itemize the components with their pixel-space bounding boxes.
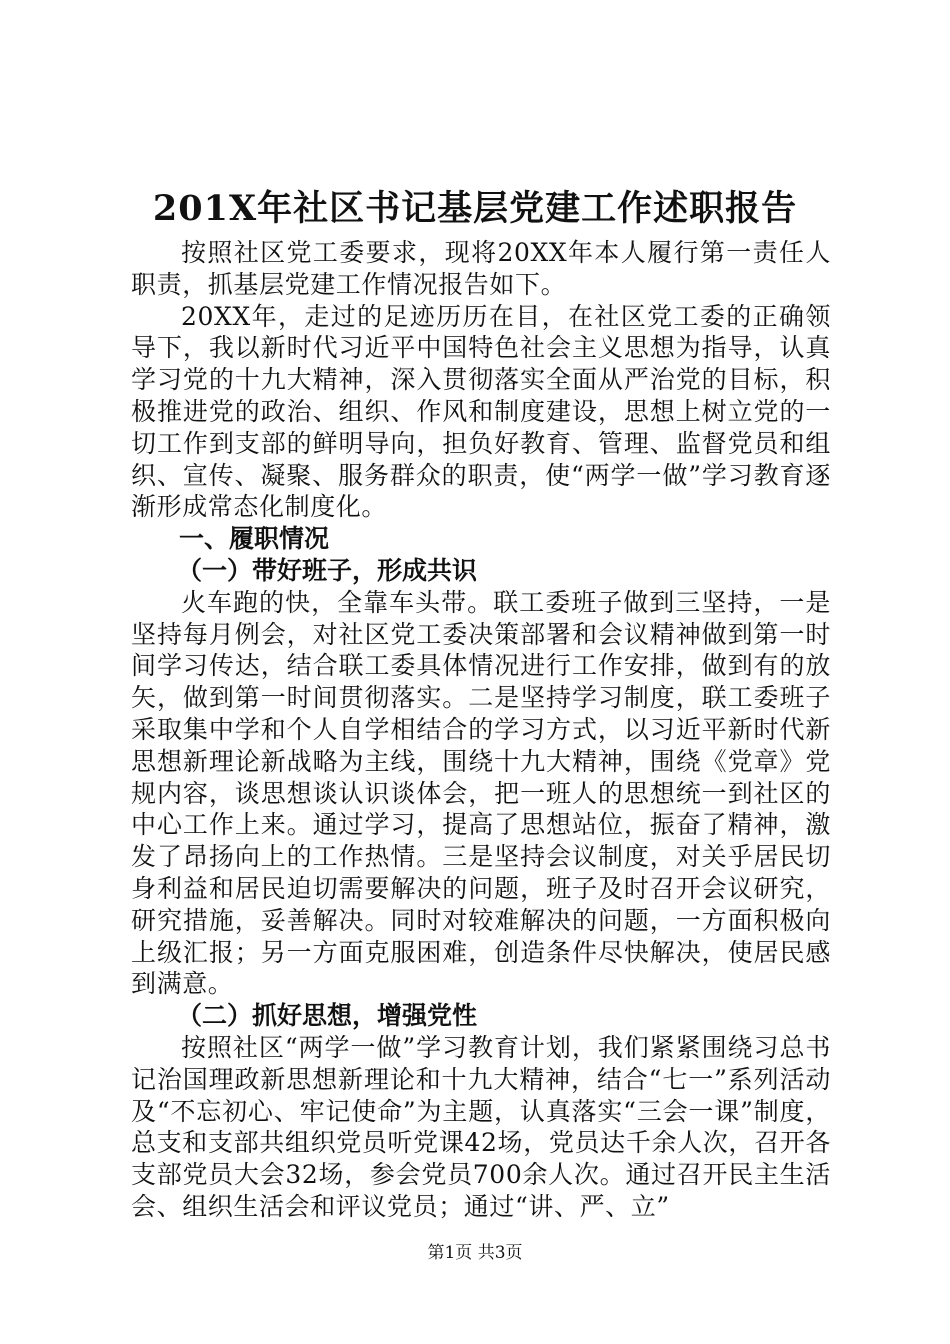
document-body [131,237,831,1223]
overview-paragraph: 20XX年，走过的足迹历历在目，在社区党工委的正确领导下，我以新时代习近平中国特色社会主义思想为指导，认真学习党的十九大精神，深入贯彻落实全面从严治党的目标，积极推进党的政治、组织、作风和制度建设，思想上树立党的一切工作到支部的鲜明导向，担负好教育、管理、监督党员和组织、宣传、凝聚、服务群众的职责，使“两学一做”学习教育逐渐形成常态化制度化。 [131,301,831,522]
subsection-heading-thought: （二）抓好思想，增强党性 [177,1001,478,1031]
intro-paragraph: 按照社区党工委要求，现将20XX年本人履行第一责任人职责，抓基层党建工作情况报告如下。 [131,238,831,299]
page-number: 第1页 共3页 [427,1243,523,1263]
subsection-heading-team: （一）带好班子，形成共识 [177,555,478,585]
section-heading-duties: 一、履职情况 [179,524,330,554]
thought-paragraph: 按照社区“两学一做”学习教育计划，我们紧紧围绕习总书记治国理政新思想新理论和十九大精神，结合“七一”系列活动及“不忘初心、牢记使命”为主题，认真落实“三会一课”制度，总支和支部共组织党员听党课42场，党员达千余人次，召开各支部党员大会32场，参会党员700余人次。通过召开民主生活会、组织生活会和评议党员；通过“讲、严、立” [131,1032,831,1221]
team-paragraph: 火车跑的快，全靠车头带。联工委班子做到三坚持，一是坚持每月例会，对社区党工委决策部署和会议精神做到第一时间学习传达，结合联工委具体情况进行工作安排，做到有的放矢，做到第一时间贯彻落实。二是坚持学习制度，联工委班子采取集中学和个人自学相结合的学习方式，以习近平新时代新思想新理论新战略为主线，围绕十九大精神，围绕《党章》党规内容，谈思想谈认识谈体会，把一班人的思想统一到社区的中心工作上来。通过学习，提高了思想站位，振奋了精神，激发了昂扬向上的工作热情。三是坚持会议制度，对关乎居民切身利益和居民迫切需要解决的问题，班子及时召开会议研究，研究措施，妥善解决。同时对较难解决的问题，一方面积极向上级汇报；另一方面克服困难，创造条件尽快解决，使居民感到满意。 [131,587,831,999]
document-title: 201X年社区书记基层党建工作述职报告 [152,188,798,229]
